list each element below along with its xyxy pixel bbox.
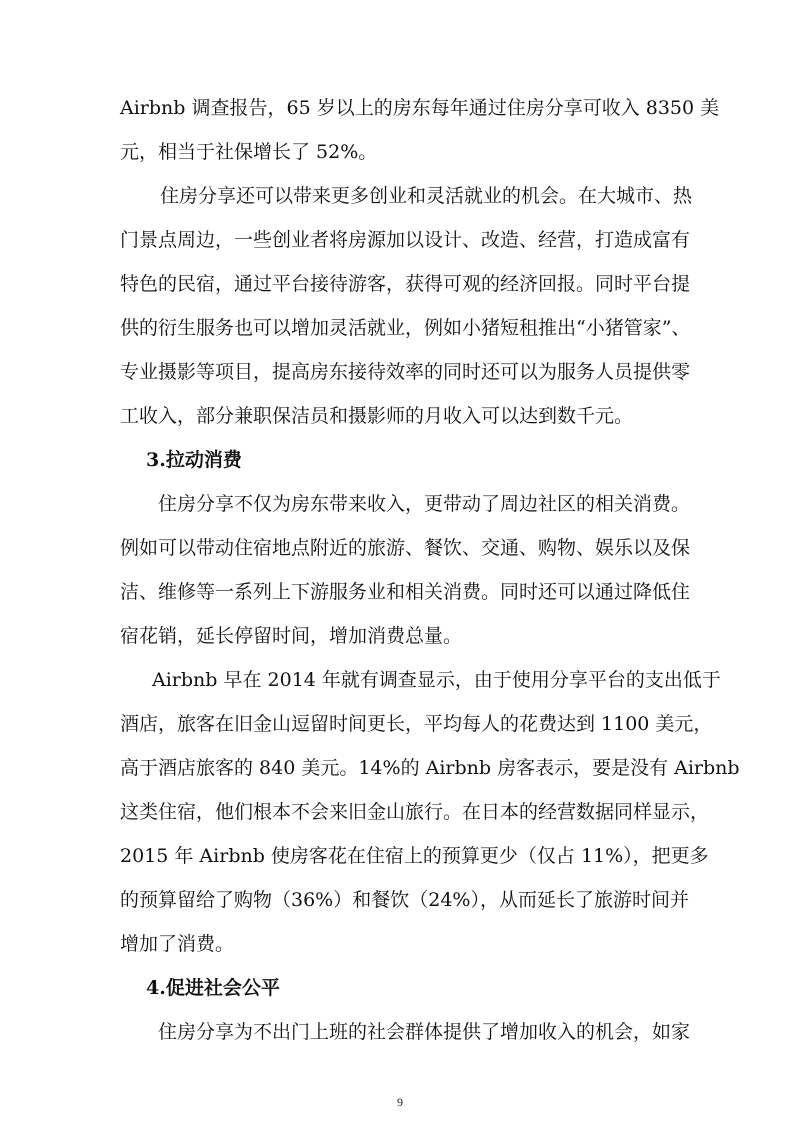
paragraph-line: 的预算留给了购物（36%）和餐饮（24%），从而延长了旅游时间并 <box>120 889 689 911</box>
paragraph-line: 门景点周边，一些创业者将房源加以设计、改造、经营，打造成富有 <box>120 229 691 251</box>
paragraph-line: 宿花销，延长停留时间，增加消费总量。 <box>120 625 463 647</box>
paragraph-line: 住房分享还可以带来更多创业和灵活就业的机会。在大城市、热 <box>160 185 693 207</box>
paragraph-line: 高于酒店旅客的 840 美元。14%的 Airbnb 房客表示，要是没有 Airbnb <box>120 757 740 779</box>
paragraph-line: 供的衍生服务也可以增加灵活就业，例如小猪短租推出“小猪管家”、 <box>120 317 691 339</box>
paragraph-line: 增加了消费。 <box>120 933 235 955</box>
paragraph-line: 专业摄影等项目，提高房东接待效率的同时还可以为服务人员提供零 <box>120 361 691 383</box>
paragraph-line: 特色的民宿，通过平台接待游客，获得可观的经济回报。同时平台提 <box>120 273 691 295</box>
page-number: 9 <box>397 1095 403 1109</box>
paragraph-line: 元，相当于社保增长了 52%。 <box>120 141 378 163</box>
section-heading: 3.拉动消费 <box>146 449 242 471</box>
paragraph-line: 例如可以带动住宿地点附近的旅游、餐饮、交通、购物、娱乐以及保 <box>120 537 691 559</box>
paragraph-line: Airbnb 早在 2014 年就有调查显示，由于使用分享平台的支出低于 <box>152 669 721 691</box>
paragraph-line: 住房分享不仅为房东带来收入，更带动了周边社区的相关消费。 <box>158 493 691 515</box>
paragraph-line: 2015 年 Airbnb 使房客花在住宿上的预算更少（仅占 11%），把更多 <box>120 845 709 867</box>
paragraph-line: Airbnb 调查报告，65 岁以上的房东每年通过住房分享可收入 8350 美 <box>120 97 720 119</box>
section-heading: 4.促进社会公平 <box>146 977 280 999</box>
paragraph-line: 工收入，部分兼职保洁员和摄影师的月收入可以达到数千元。 <box>120 405 634 427</box>
paragraph-line: 这类住宿，他们根本不会来旧金山旅行。在日本的经营数据同样显示， <box>120 801 710 823</box>
paragraph-line: 酒店，旅客在旧金山逗留时间更长，平均每人的花费达到 1100 美元， <box>120 713 713 735</box>
paragraph-line: 住房分享为不出门上班的社会群体提供了增加收入的机会，如家 <box>158 1021 691 1043</box>
paragraph-line: 洁、维修等一系列上下游服务业和相关消费。同时还可以通过降低住 <box>120 581 691 603</box>
